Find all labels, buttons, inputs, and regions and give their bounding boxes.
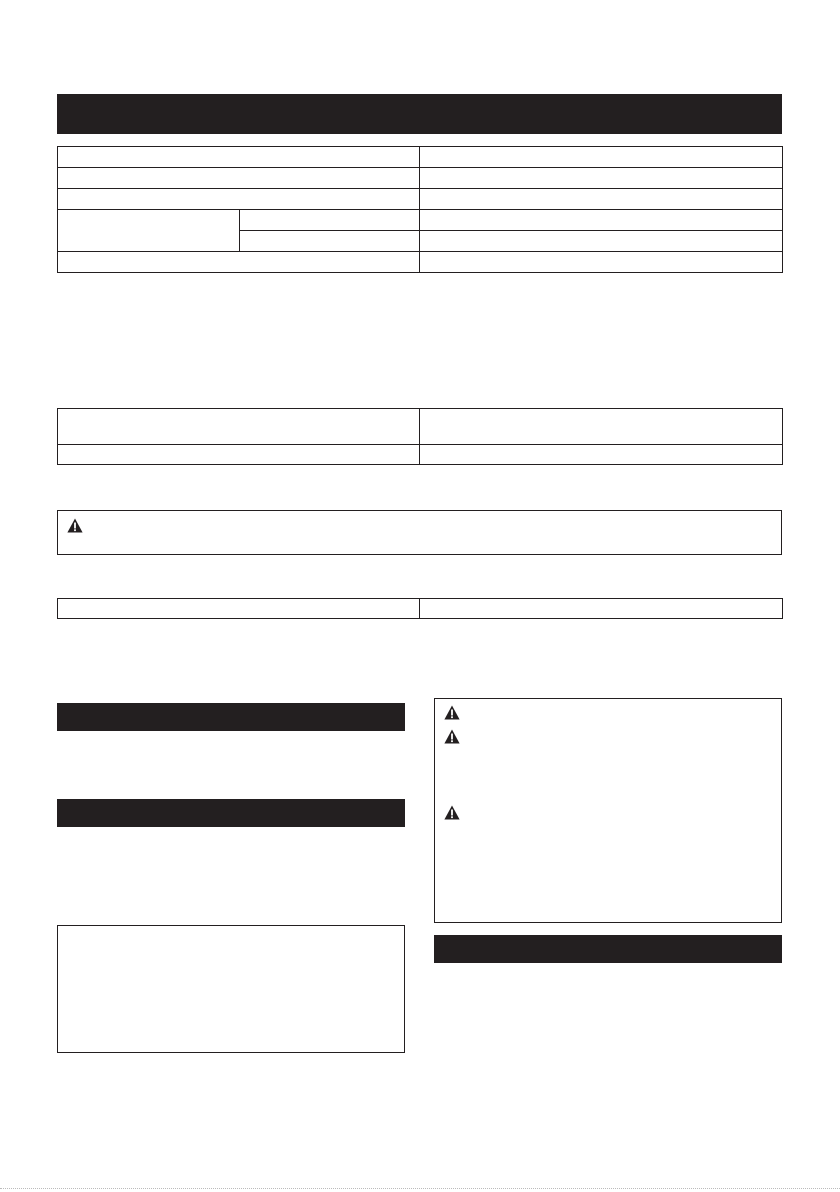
table-row <box>58 168 783 189</box>
safety-warning-box <box>434 698 782 923</box>
section-title-bar <box>57 703 405 731</box>
table-row <box>58 252 783 273</box>
table-cell <box>420 599 783 619</box>
table-cell <box>420 168 783 189</box>
table-cell <box>420 189 783 210</box>
table-cell <box>58 210 240 252</box>
table-cell <box>58 189 420 210</box>
table-cell <box>240 210 420 231</box>
warning-triangle-icon <box>67 518 83 533</box>
table-cell <box>420 147 783 168</box>
table-cell <box>420 210 783 231</box>
table-cell <box>58 445 420 465</box>
table-cell <box>58 252 420 273</box>
table-cell <box>420 252 783 273</box>
warning-triangle-icon <box>444 729 460 744</box>
table-row <box>58 409 783 445</box>
page-edge-line <box>0 1188 840 1189</box>
table-cell <box>58 147 420 168</box>
table-row <box>58 189 783 210</box>
table-row <box>58 147 783 168</box>
section-title-bar <box>434 935 782 963</box>
specifications-title-bar <box>57 94 782 134</box>
section-title-bar <box>57 799 405 827</box>
warning-triangle-icon <box>444 705 460 720</box>
table-row <box>58 599 783 619</box>
table-cell <box>58 599 420 619</box>
note-box <box>57 925 405 1053</box>
table-cell <box>240 231 420 252</box>
table-cell <box>58 168 420 189</box>
table-row <box>58 210 783 231</box>
table-cell <box>58 409 420 445</box>
warning-triangle-icon <box>444 805 460 820</box>
table-row <box>58 445 783 465</box>
vibration-table <box>57 598 783 619</box>
table-cell <box>420 409 783 445</box>
noise-table <box>57 408 783 465</box>
specifications-table <box>57 146 783 273</box>
table-cell <box>420 231 783 252</box>
warning-box <box>57 510 782 555</box>
table-cell <box>420 445 783 465</box>
